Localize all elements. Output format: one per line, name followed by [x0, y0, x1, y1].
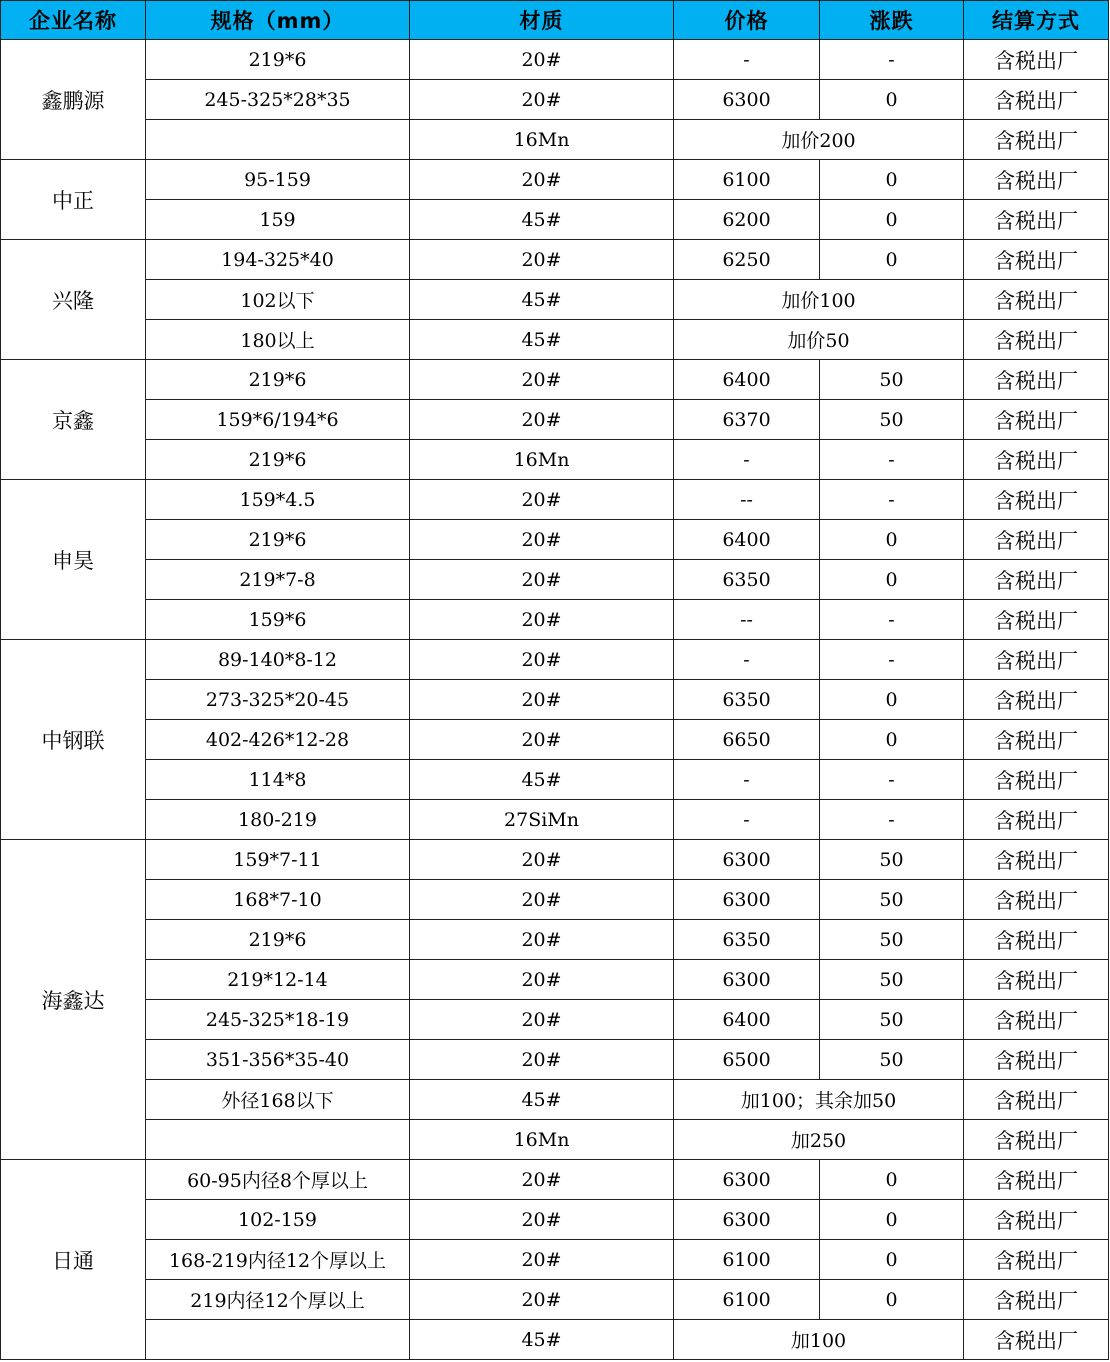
material-cell: 20#: [410, 880, 674, 920]
material-cell: 20#: [410, 920, 674, 960]
material-cell: 20#: [410, 40, 674, 80]
spec-cell: 180以上: [146, 320, 410, 360]
company-name-cell: 申昊: [1, 480, 146, 640]
settlement-cell: 含税出厂: [964, 880, 1109, 920]
price-adjustment-cell: 加价50: [674, 320, 964, 360]
price-cell: 6300: [674, 840, 820, 880]
spec-cell: 159: [146, 200, 410, 240]
settlement-cell: 含税出厂: [964, 760, 1109, 800]
table-row: [1, 120, 1109, 160]
spec-cell: 180-219: [146, 800, 410, 840]
price-adjustment-cell: 加100: [674, 1320, 964, 1360]
settlement-cell: 含税出厂: [964, 240, 1109, 280]
material-cell: 45#: [410, 320, 674, 360]
price-cell: --: [674, 480, 820, 520]
settlement-cell: 含税出厂: [964, 280, 1109, 320]
company-name-cell: 鑫鹏源: [1, 40, 146, 160]
table-row: [1, 160, 1109, 200]
table-row: [1, 1040, 1109, 1080]
price-adjustment-cell: 加价100: [674, 280, 964, 320]
price-cell: 6300: [674, 80, 820, 120]
change-cell: 50: [820, 960, 964, 1000]
price-cell: 6400: [674, 1000, 820, 1040]
table-row: [1, 600, 1109, 640]
spec-cell: 60-95内径8个厚以上: [146, 1160, 410, 1200]
material-cell: 20#: [410, 1040, 674, 1080]
spec-cell: 168*7-10: [146, 880, 410, 920]
table-row: [1, 400, 1109, 440]
price-cell: 6370: [674, 400, 820, 440]
spec-cell: 351-356*35-40: [146, 1040, 410, 1080]
change-cell: -: [820, 640, 964, 680]
material-cell: 20#: [410, 520, 674, 560]
table-row: [1, 360, 1109, 400]
table-row: [1, 1240, 1109, 1280]
material-cell: 16Mn: [410, 120, 674, 160]
spec-cell: 219*6: [146, 40, 410, 80]
settlement-cell: 含税出厂: [964, 40, 1109, 80]
table-row: [1, 840, 1109, 880]
spec-cell: 159*6: [146, 600, 410, 640]
table-row: [1, 720, 1109, 760]
header-settlement: 结算方式: [964, 1, 1109, 40]
price-cell: 6100: [674, 160, 820, 200]
spec-cell: 114*8: [146, 760, 410, 800]
price-cell: 6100: [674, 1280, 820, 1320]
table-row: [1, 1000, 1109, 1040]
spec-cell: 159*6/194*6: [146, 400, 410, 440]
price-cell: -: [674, 640, 820, 680]
material-cell: 45#: [410, 1080, 674, 1120]
settlement-cell: 含税出厂: [964, 600, 1109, 640]
spec-cell: 219*6: [146, 440, 410, 480]
table-row: [1, 1280, 1109, 1320]
spec-cell: 219*7-8: [146, 560, 410, 600]
settlement-cell: 含税出厂: [964, 160, 1109, 200]
change-cell: 0: [820, 240, 964, 280]
table-row: [1, 1080, 1109, 1120]
material-cell: 20#: [410, 560, 674, 600]
spec-cell: 402-426*12-28: [146, 720, 410, 760]
change-cell: 50: [820, 1000, 964, 1040]
price-cell: -: [674, 440, 820, 480]
change-cell: 50: [820, 400, 964, 440]
company-name-cell: 中正: [1, 160, 146, 240]
company-name-cell: 海鑫达: [1, 840, 146, 1160]
spec-cell: [146, 1320, 410, 1360]
settlement-cell: 含税出厂: [964, 120, 1109, 160]
change-cell: 50: [820, 880, 964, 920]
table-row: [1, 320, 1109, 360]
settlement-cell: 含税出厂: [964, 560, 1109, 600]
spec-cell: 194-325*40: [146, 240, 410, 280]
change-cell: -: [820, 440, 964, 480]
settlement-cell: 含税出厂: [964, 1080, 1109, 1120]
material-cell: 45#: [410, 760, 674, 800]
table-row: [1, 80, 1109, 120]
spec-cell: 159*4.5: [146, 480, 410, 520]
material-cell: 20#: [410, 480, 674, 520]
table-row: [1, 40, 1109, 80]
spec-cell: [146, 120, 410, 160]
change-cell: -: [820, 760, 964, 800]
material-cell: 20#: [410, 1160, 674, 1200]
settlement-cell: 含税出厂: [964, 680, 1109, 720]
price-cell: 6300: [674, 1200, 820, 1240]
header-spec: 规格（mm）: [146, 1, 410, 40]
settlement-cell: 含税出厂: [964, 840, 1109, 880]
price-cell: 6650: [674, 720, 820, 760]
company-name-cell: 中钢联: [1, 640, 146, 840]
change-cell: 0: [820, 560, 964, 600]
change-cell: 0: [820, 1160, 964, 1200]
material-cell: 20#: [410, 1000, 674, 1040]
price-cell: -: [674, 800, 820, 840]
table-row: [1, 920, 1109, 960]
material-cell: 45#: [410, 1320, 674, 1360]
spec-cell: 168-219内径12个厚以上: [146, 1240, 410, 1280]
header-material: 材质: [410, 1, 674, 40]
material-cell: 20#: [410, 360, 674, 400]
settlement-cell: 含税出厂: [964, 1040, 1109, 1080]
settlement-cell: 含税出厂: [964, 1320, 1109, 1360]
settlement-cell: 含税出厂: [964, 1280, 1109, 1320]
settlement-cell: 含税出厂: [964, 80, 1109, 120]
change-cell: -: [820, 480, 964, 520]
spec-cell: 95-159: [146, 160, 410, 200]
settlement-cell: 含税出厂: [964, 800, 1109, 840]
table-header: [1, 1, 1109, 40]
settlement-cell: 含税出厂: [964, 520, 1109, 560]
material-cell: 16Mn: [410, 440, 674, 480]
price-cell: 6350: [674, 680, 820, 720]
spec-cell: 219*12-14: [146, 960, 410, 1000]
spec-cell: 245-325*28*35: [146, 80, 410, 120]
settlement-cell: 含税出厂: [964, 440, 1109, 480]
change-cell: -: [820, 600, 964, 640]
price-adjustment-cell: 加250: [674, 1120, 964, 1160]
settlement-cell: 含税出厂: [964, 360, 1109, 400]
spec-cell: 外径168以下: [146, 1080, 410, 1120]
settlement-cell: 含税出厂: [964, 1200, 1109, 1240]
material-cell: 20#: [410, 840, 674, 880]
material-cell: 45#: [410, 280, 674, 320]
material-cell: 20#: [410, 400, 674, 440]
settlement-cell: 含税出厂: [964, 1160, 1109, 1200]
price-cell: 6300: [674, 880, 820, 920]
material-cell: 20#: [410, 240, 674, 280]
change-cell: 0: [820, 1240, 964, 1280]
price-cell: -: [674, 760, 820, 800]
price-cell: 6350: [674, 560, 820, 600]
settlement-cell: 含税出厂: [964, 640, 1109, 680]
settlement-cell: 含税出厂: [964, 320, 1109, 360]
change-cell: -: [820, 40, 964, 80]
spec-cell: 102以下: [146, 280, 410, 320]
company-name-cell: 京鑫: [1, 360, 146, 480]
spec-cell: 89-140*8-12: [146, 640, 410, 680]
header-price: 价格: [674, 1, 820, 40]
settlement-cell: 含税出厂: [964, 200, 1109, 240]
table-row: [1, 1120, 1109, 1160]
material-cell: 20#: [410, 600, 674, 640]
change-cell: 50: [820, 360, 964, 400]
price-cell: 6500: [674, 1040, 820, 1080]
settlement-cell: 含税出厂: [964, 1240, 1109, 1280]
table-row: [1, 1320, 1109, 1360]
header-change: 涨跌: [820, 1, 964, 40]
spec-cell: 102-159: [146, 1200, 410, 1240]
spec-cell: 219内径12个厚以上: [146, 1280, 410, 1320]
change-cell: 0: [820, 720, 964, 760]
spec-cell: 273-325*20-45: [146, 680, 410, 720]
table-row: [1, 640, 1109, 680]
change-cell: 50: [820, 920, 964, 960]
company-name-cell: 日通: [1, 1160, 146, 1360]
spec-cell: [146, 1120, 410, 1160]
settlement-cell: 含税出厂: [964, 400, 1109, 440]
spec-cell: 219*6: [146, 920, 410, 960]
material-cell: 20#: [410, 80, 674, 120]
change-cell: 0: [820, 1280, 964, 1320]
change-cell: 0: [820, 1200, 964, 1240]
material-cell: 20#: [410, 720, 674, 760]
settlement-cell: 含税出厂: [964, 720, 1109, 760]
price-cell: 6200: [674, 200, 820, 240]
change-cell: 0: [820, 80, 964, 120]
spec-cell: 159*7-11: [146, 840, 410, 880]
settlement-cell: 含税出厂: [964, 480, 1109, 520]
change-cell: 50: [820, 1040, 964, 1080]
material-cell: 16Mn: [410, 1120, 674, 1160]
change-cell: 0: [820, 520, 964, 560]
change-cell: 0: [820, 200, 964, 240]
spec-cell: 219*6: [146, 360, 410, 400]
header-row: [1, 1, 1109, 40]
price-adjustment-cell: 加价200: [674, 120, 964, 160]
table-row: [1, 800, 1109, 840]
material-cell: 27SiMn: [410, 800, 674, 840]
company-name-cell: 兴隆: [1, 240, 146, 360]
material-cell: 20#: [410, 160, 674, 200]
price-cell: --: [674, 600, 820, 640]
table-row: [1, 680, 1109, 720]
material-cell: 20#: [410, 1200, 674, 1240]
change-cell: 50: [820, 840, 964, 880]
table-row: [1, 480, 1109, 520]
table-row: [1, 440, 1109, 480]
material-cell: 20#: [410, 640, 674, 680]
material-cell: 20#: [410, 680, 674, 720]
table-row: [1, 560, 1109, 600]
table-row: [1, 760, 1109, 800]
table-row: [1, 1160, 1109, 1200]
change-cell: -: [820, 800, 964, 840]
settlement-cell: 含税出厂: [964, 960, 1109, 1000]
material-cell: 45#: [410, 200, 674, 240]
change-cell: 0: [820, 160, 964, 200]
spec-cell: 245-325*18-19: [146, 1000, 410, 1040]
spec-cell: 219*6: [146, 520, 410, 560]
table-row: [1, 520, 1109, 560]
material-cell: 20#: [410, 1280, 674, 1320]
table-row: [1, 240, 1109, 280]
table-row: [1, 280, 1109, 320]
price-cell: 6250: [674, 240, 820, 280]
price-cell: 6400: [674, 520, 820, 560]
price-cell: -: [674, 40, 820, 80]
table-row: [1, 1200, 1109, 1240]
settlement-cell: 含税出厂: [964, 920, 1109, 960]
price-cell: 6400: [674, 360, 820, 400]
table-row: [1, 960, 1109, 1000]
material-cell: 20#: [410, 1240, 674, 1280]
table-body: [1, 40, 1109, 1360]
table-row: [1, 200, 1109, 240]
header-company: 企业名称: [1, 1, 146, 40]
price-cell: 6100: [674, 1240, 820, 1280]
table-row: [1, 880, 1109, 920]
price-cell: 6300: [674, 960, 820, 1000]
settlement-cell: 含税出厂: [964, 1000, 1109, 1040]
price-cell: 6350: [674, 920, 820, 960]
settlement-cell: 含税出厂: [964, 1120, 1109, 1160]
material-cell: 20#: [410, 960, 674, 1000]
change-cell: 0: [820, 680, 964, 720]
price-adjustment-cell: 加100；其余加50: [674, 1080, 964, 1120]
price-cell: 6300: [674, 1160, 820, 1200]
